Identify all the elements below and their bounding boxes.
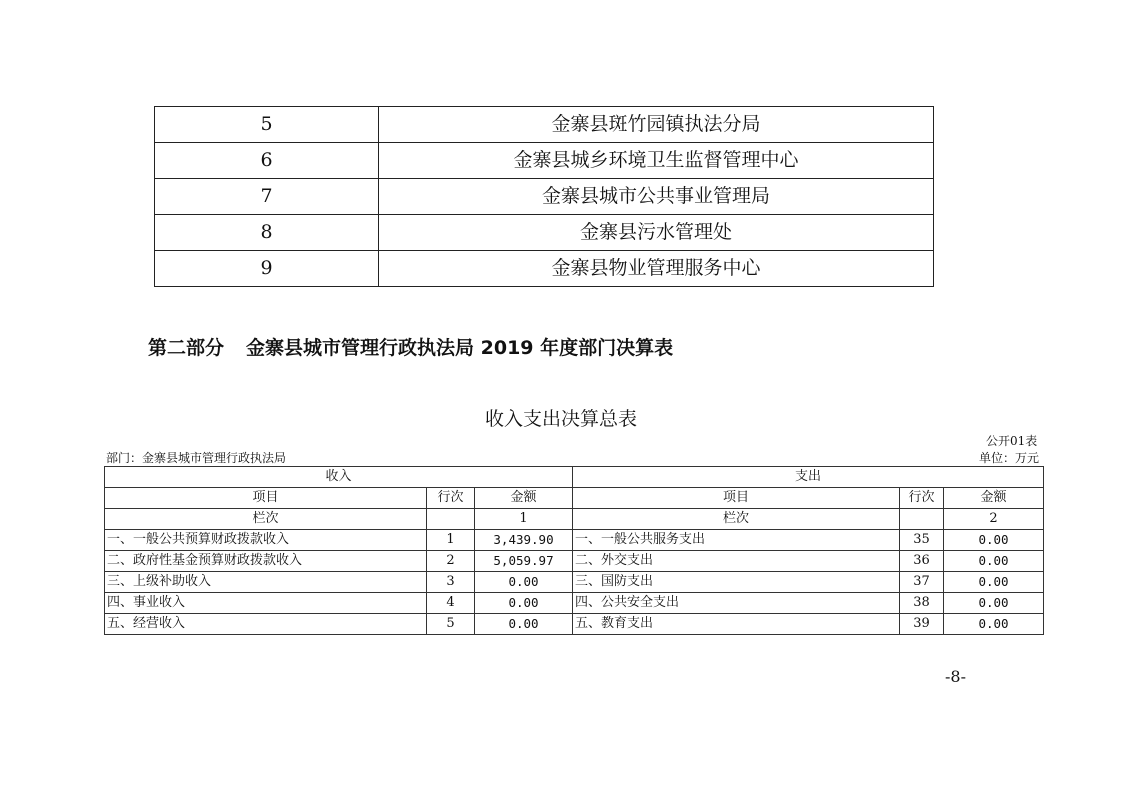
section-part-label: 第二部分 (148, 337, 225, 359)
income-column-number: 1 (475, 509, 573, 530)
expense-item: 二、外交支出 (573, 551, 900, 572)
unit-name: 金寨县斑竹园镇执法分局 (379, 107, 934, 143)
empty-cell (900, 509, 944, 530)
department-label: 部门：金寨县城市管理行政执法局 (106, 451, 287, 465)
income-line: 4 (427, 593, 475, 614)
table-column-header-row (105, 488, 1044, 509)
expense-amount: 0.00 (944, 593, 1044, 614)
income-line-header: 行次 (427, 488, 475, 509)
expense-line: 38 (900, 593, 944, 614)
unit-name: 金寨县城市公共事业管理局 (379, 179, 934, 215)
table-row (155, 107, 934, 143)
table-row (105, 551, 1044, 572)
income-amount: 0.00 (475, 614, 573, 635)
expense-line: 35 (900, 530, 944, 551)
expense-item: 三、国防支出 (573, 572, 900, 593)
summary-table-title: 收入支出决算总表 (484, 408, 637, 430)
table-row (155, 179, 934, 215)
page-number: -8- (945, 667, 966, 686)
unit-number: 9 (155, 251, 379, 287)
income-item: 一、一般公共预算财政拨款收入 (105, 530, 427, 551)
income-item-header: 项目 (105, 488, 427, 509)
table-row (105, 530, 1044, 551)
expense-amount: 0.00 (944, 530, 1044, 551)
income-line: 1 (427, 530, 475, 551)
expense-line: 39 (900, 614, 944, 635)
expense-column-label: 栏次 (573, 509, 900, 530)
income-column-label: 栏次 (105, 509, 427, 530)
expense-amount: 0.00 (944, 572, 1044, 593)
units-table (154, 106, 934, 287)
income-amount: 0.00 (475, 593, 573, 614)
unit-number: 5 (155, 107, 379, 143)
table-row (105, 614, 1044, 635)
expense-amount: 0.00 (944, 614, 1044, 635)
table-row (155, 215, 934, 251)
expense-line: 36 (900, 551, 944, 572)
income-amount: 3,439.90 (475, 530, 573, 551)
expense-item: 五、教育支出 (573, 614, 900, 635)
table-row (105, 572, 1044, 593)
income-item: 二、政府性基金预算财政拨款收入 (105, 551, 427, 572)
unit-name: 金寨县污水管理处 (379, 215, 934, 251)
expense-header: 支出 (573, 467, 1044, 488)
expense-line: 37 (900, 572, 944, 593)
unit-number: 7 (155, 179, 379, 215)
income-item: 三、上级补助收入 (105, 572, 427, 593)
expense-item: 一、一般公共服务支出 (573, 530, 900, 551)
income-line: 3 (427, 572, 475, 593)
table-row (105, 593, 1044, 614)
expense-item-header: 项目 (573, 488, 900, 509)
table-row (155, 251, 934, 287)
section-title: 金寨县城市管理行政执法局 2019 年度部门决算表 (246, 337, 674, 359)
income-amount: 0.00 (475, 572, 573, 593)
unit-number: 6 (155, 143, 379, 179)
expense-amount: 0.00 (944, 551, 1044, 572)
income-header: 收入 (105, 467, 573, 488)
income-item: 五、经营收入 (105, 614, 427, 635)
table-header-row (105, 467, 1044, 488)
unit-label: 单位：万元 (979, 451, 1040, 465)
expense-line-header: 行次 (900, 488, 944, 509)
unit-name: 金寨县城乡环境卫生监督管理中心 (379, 143, 934, 179)
empty-cell (427, 509, 475, 530)
expense-item: 四、公共安全支出 (573, 593, 900, 614)
table-row (155, 143, 934, 179)
unit-name: 金寨县物业管理服务中心 (379, 251, 934, 287)
income-amount: 5,059.97 (475, 551, 573, 572)
income-line: 5 (427, 614, 475, 635)
unit-number: 8 (155, 215, 379, 251)
income-amount-header: 金额 (475, 488, 573, 509)
section-heading (148, 333, 673, 360)
table-column-number-row (105, 509, 1044, 530)
income-expense-summary-table (104, 466, 1044, 635)
income-line: 2 (427, 551, 475, 572)
expense-amount-header: 金额 (944, 488, 1044, 509)
form-code: 公开01表 (986, 434, 1038, 448)
expense-column-number: 2 (944, 509, 1044, 530)
income-item: 四、事业收入 (105, 593, 427, 614)
